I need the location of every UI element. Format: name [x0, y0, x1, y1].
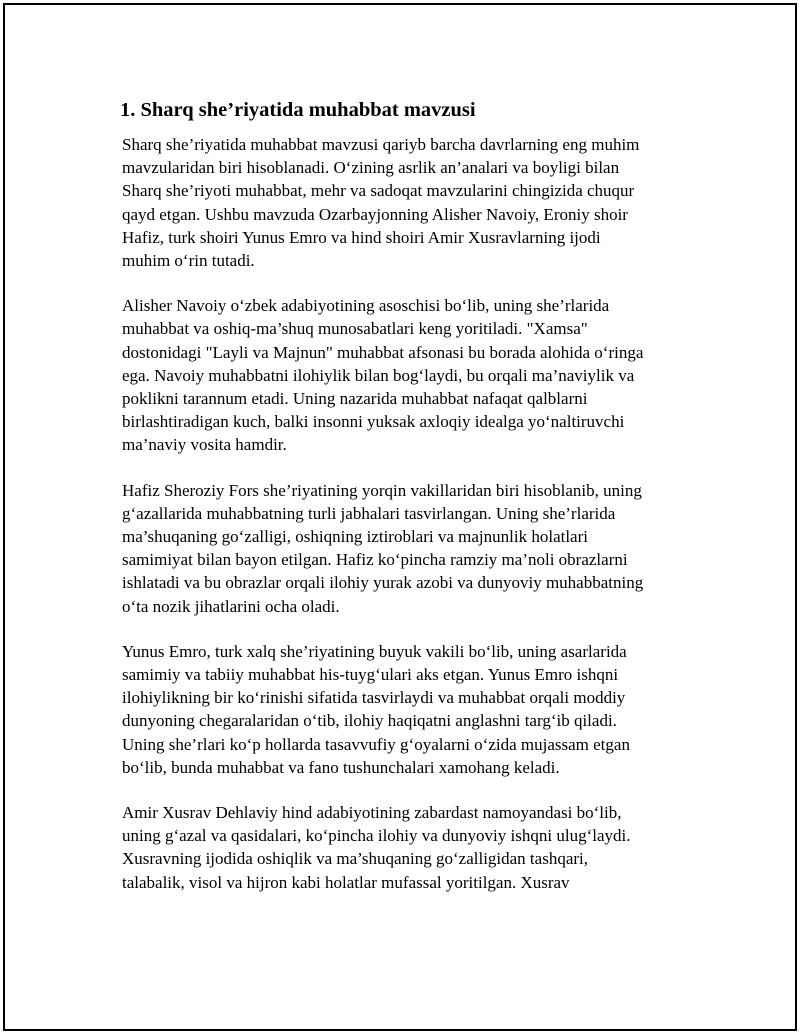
text-line: poklikni tarannum etadi. Uning nazarida muhabbat nafaqat qalblarni: [122, 389, 588, 409]
text-line: ega. Navoiy muhabbatni ilohiylik bilan bog‘laydi, bu orqali ma’naviylik va: [122, 365, 635, 385]
text-line: mavzularidan biri hisoblanadi. O‘zining asrlik an’analari va boyligi bilan: [122, 158, 620, 178]
text-line: Yunus Emro, turk xalq she’riyatining buyuk vakili bo‘lib, uning asarlarida: [122, 641, 627, 661]
text-line: Amir Xusrav Dehlaviy hind adabiyotining zabardast namoyandasi bo‘lib,: [122, 803, 622, 823]
text-line: dunyoning chegaralaridan o‘tib, ilohiy haqiqatni anglashni targ‘ib qiladi.: [122, 711, 617, 731]
paragraph-navoiy: [122, 294, 708, 456]
text-line: muhim o‘rin tutadi.: [122, 251, 255, 271]
text-line: Xusravning ijodida oshiqlik va ma’shuqaning go‘zalligidan tashqari,: [122, 849, 588, 869]
section-heading: 1. Sharq she’riyatida muhabbat mavzusi: [120, 99, 476, 121]
text-line: talabalik, visol va hijron kabi holatlar mufassal yoritilgan. Xusrav: [122, 872, 570, 892]
text-line: Hafiz, turk shoiri Yunus Emro va hind shoiri Amir Xusravlarning ijodi: [122, 227, 601, 247]
text-line: qayd etgan. Ushbu mavzuda Ozarbayjonning Alisher Navoiy, Eroniy shoir: [122, 204, 628, 224]
text-line: ma’naviy vosita hamdir.: [122, 435, 287, 455]
text-line: muhabbat va oshiq-ma’shuq munosabatlari keng yoritiladi. "Xamsa": [122, 319, 588, 339]
document-body: [118, 97, 708, 916]
text-line: o‘ta nozik jihatlarini ocha oladi.: [122, 596, 340, 616]
text-line: dostonidagi "Layli va Majnun" muhabbat afsonasi bu borada alohida o‘ringa: [122, 342, 644, 362]
text-line: Sharq she’riyatida muhabbat mavzusi qariyb barcha davrlarning eng muhim: [122, 135, 640, 154]
text-line: Hafiz Sheroziy Fors she’riyatining yorqin vakillaridan biri hisoblanib, uning: [122, 480, 642, 500]
text-line: Alisher Navoiy o‘zbek adabiyotining asoschisi bo‘lib, uning she’rlarida: [122, 296, 610, 316]
document-page: [3, 3, 797, 1031]
text-line: g‘azallarida muhabbatning turli jabhalari tasvirlangan. Uning she’rlarida: [122, 503, 616, 523]
text-line: Sharq she’riyoti muhabbat, mehr va sadoqat mavzularini chingizida chuqur: [122, 181, 635, 201]
paragraph-hafiz: [122, 479, 708, 618]
paragraph-yunus-emro: [122, 640, 708, 779]
paragraph-amir-xusrav: [122, 801, 708, 894]
text-line: bo‘lib, bunda muhabbat va fano tushunchalari xamohang keladi.: [122, 757, 560, 777]
text-line: ma’shuqaning go‘zalligi, oshiqning iztiroblari va majnunlik holatlari: [122, 527, 588, 547]
text-line: Uning she’rlari ko‘p hollarda tasavvufiy g‘oyalarni o‘zida mujassam etgan: [122, 734, 630, 754]
paragraph-intro: [122, 133, 708, 272]
text-line: birlashtiradigan kuch, balki insonni yuksak axloqiy idealga yo‘naltiruvchi: [122, 412, 625, 432]
text-line: ilohiylikning bir ko‘rinishi sifatida tasvirlaydi va muhabbat orqali moddiy: [122, 688, 626, 708]
text-line: uning g‘azal va qasidalari, ko‘pincha ilohiy va dunyoviy ishqni ulug‘laydi.: [122, 826, 631, 846]
text-line: ishlatadi va bu obrazlar orqali ilohiy yurak azobi va dunyoviy muhabbatning: [122, 573, 644, 593]
text-line: samimiyat bilan bayon etilgan. Hafiz ko‘pincha ramziy ma’noli obrazlarni: [122, 550, 628, 570]
text-line: samimiy va tabiiy muhabbat his-tuyg‘ulari aks etgan. Yunus Emro ishqni: [122, 665, 619, 685]
